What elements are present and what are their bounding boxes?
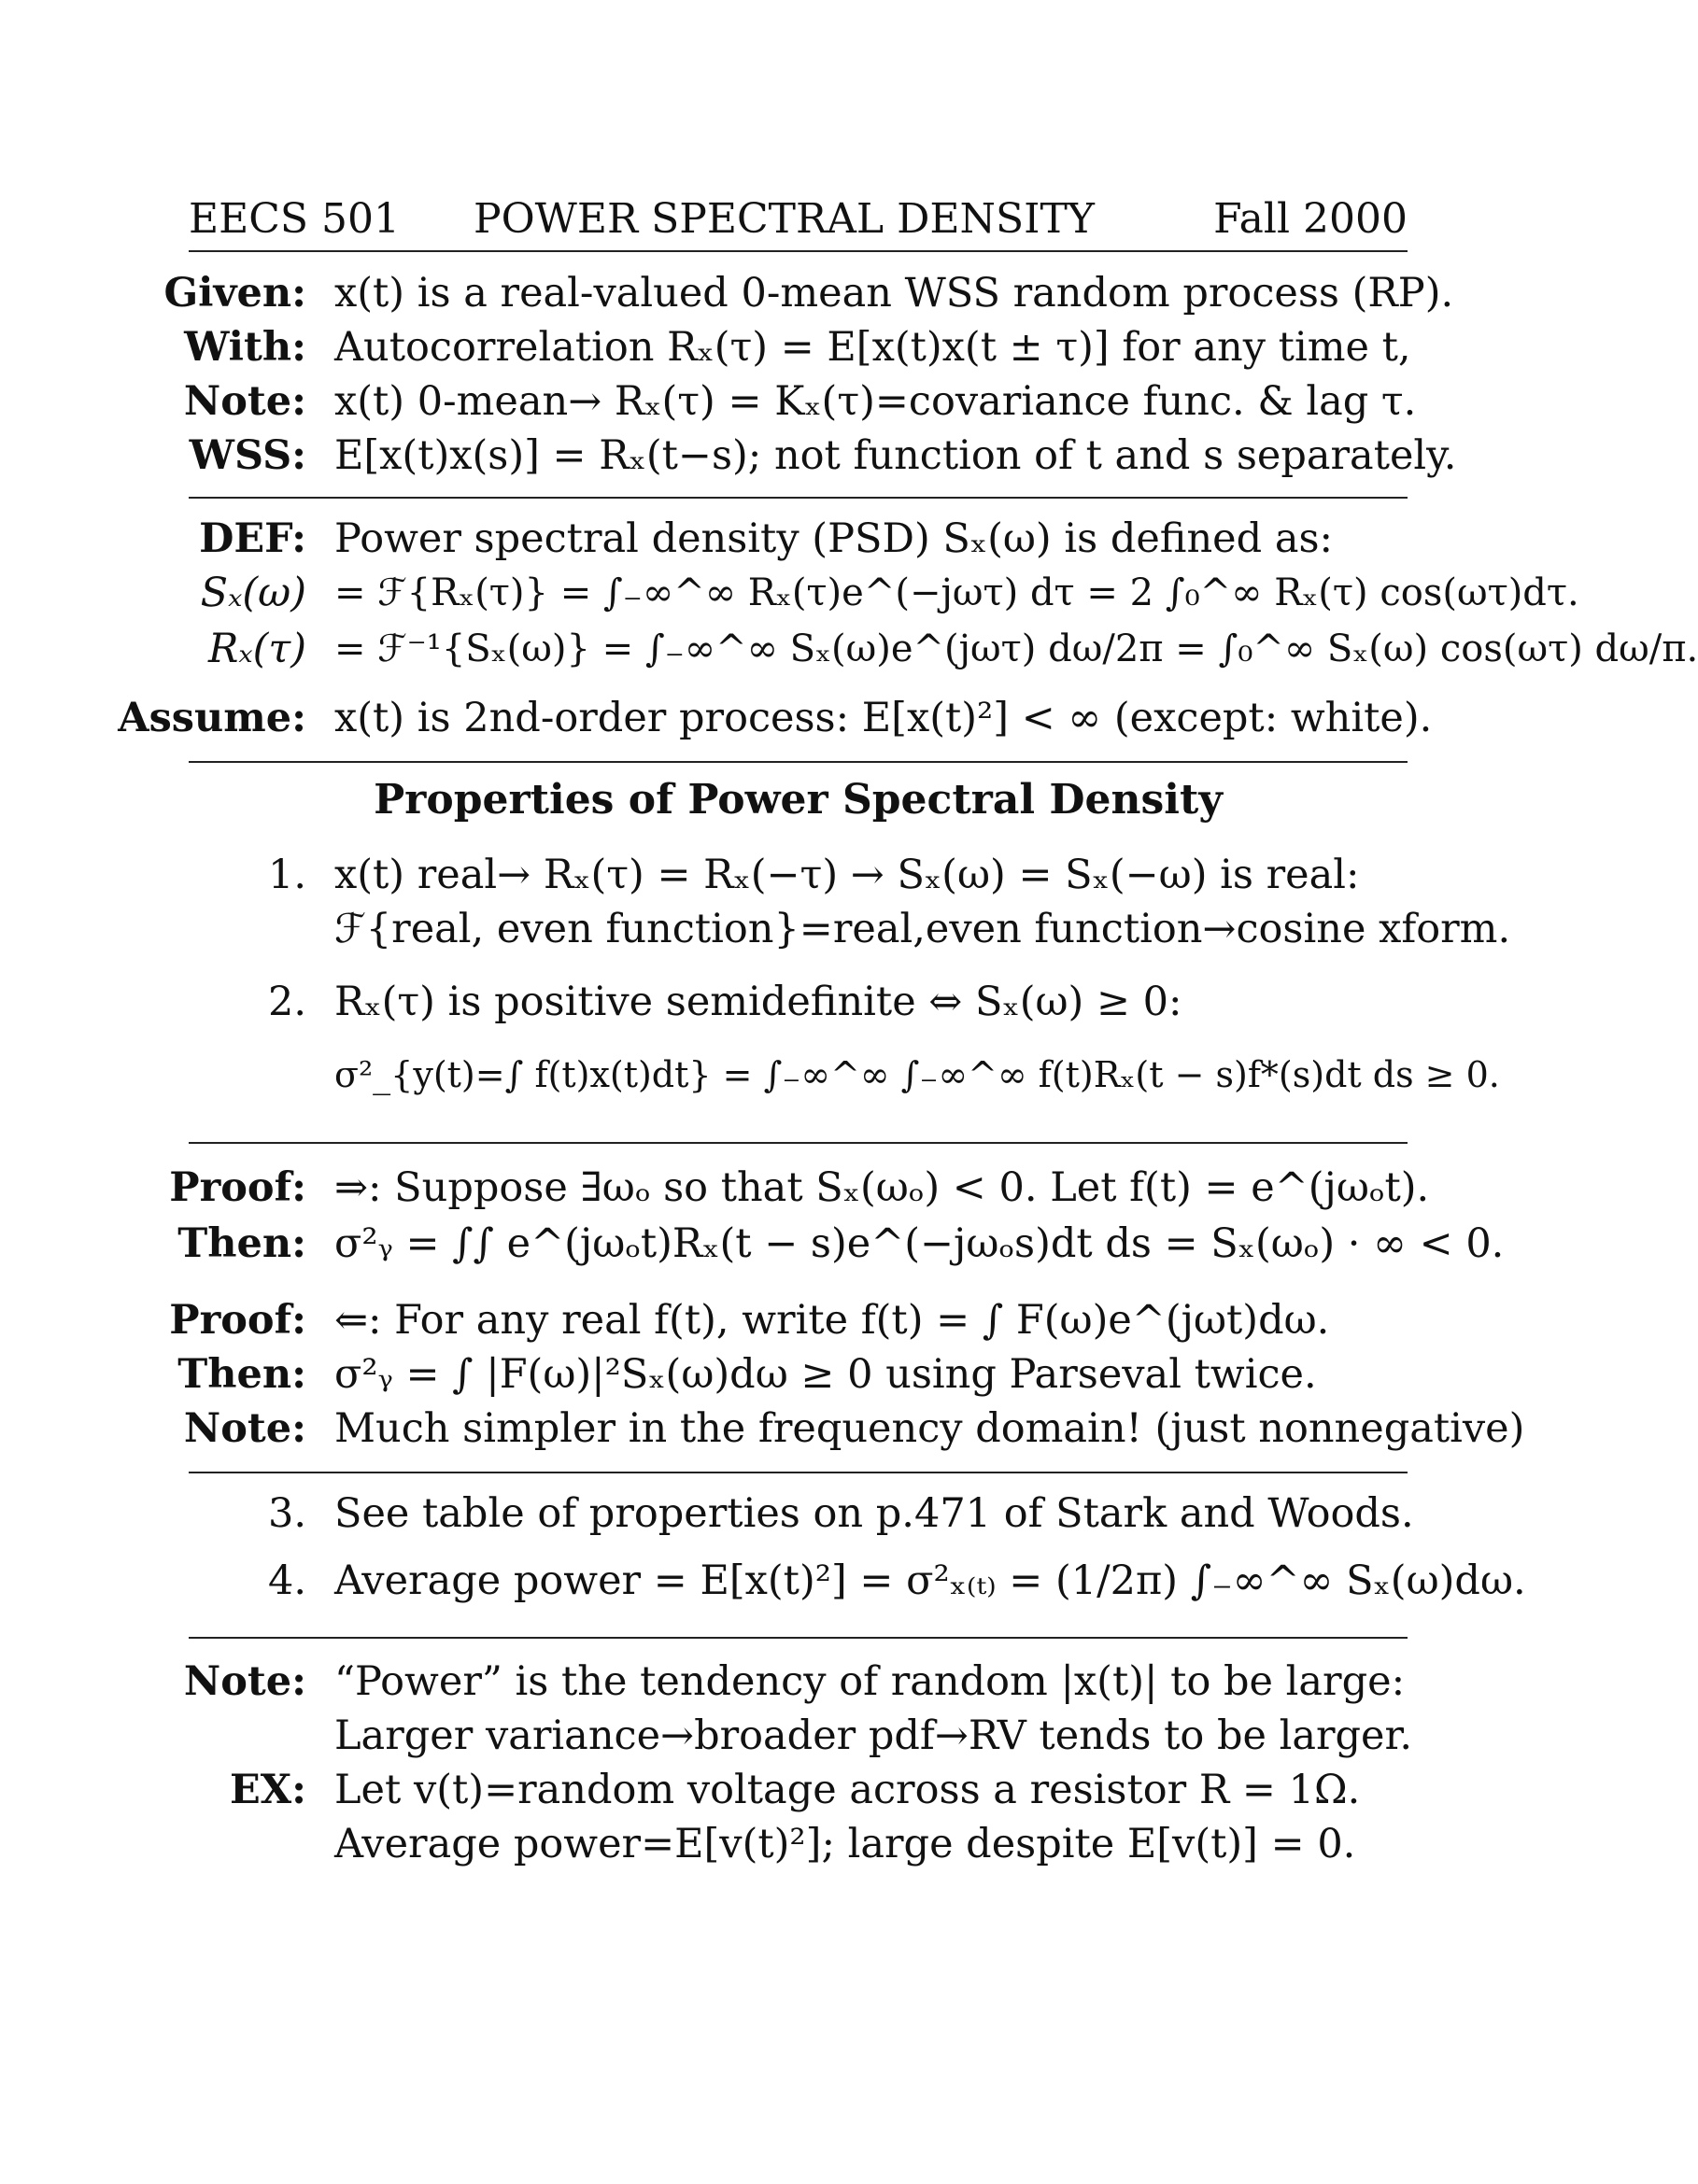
with-label: With: bbox=[184, 324, 306, 371]
section-rule bbox=[189, 761, 1408, 763]
then-text: σ²ᵧ = ∫∫ e^(jωₒt)Rₓ(t − s)e^(−jωₒs)dt ds = Sₓ(ωₒ) · ∞ < 0. bbox=[334, 1220, 1505, 1267]
then-row bbox=[56, 1217, 1505, 1271]
header-rule bbox=[189, 250, 1408, 252]
given-row bbox=[56, 266, 1494, 320]
proof-row bbox=[56, 1161, 1494, 1215]
proof-text: ⇒: Suppose ∃ωₒ so that Sₓ(ωₒ) < 0. Let f(t) = e^(jωₒt). bbox=[334, 1164, 1430, 1211]
note-text: “Power” is the tendency of random |x(t)| to be large: bbox=[334, 1658, 1406, 1705]
variance-formula: σ²_{y(t)=∫ f(t)x(t)dt} = ∫₋∞^∞ ∫₋∞^∞ f(t)Rₓ(t − s)f*(s)dt ds ≥ 0. bbox=[334, 1054, 1500, 1095]
note-text: Much simpler in the frequency domain! (just nonnegative) bbox=[334, 1405, 1525, 1452]
def-text: Power spectral density (PSD) Sₓ(ω) is defined as: bbox=[334, 515, 1334, 562]
then-row bbox=[56, 1347, 1494, 1402]
note-label: Note: bbox=[183, 1405, 306, 1452]
note-row bbox=[56, 374, 1494, 429]
assume-text: x(t) is 2nd-order process: E[x(t)²] < ∞ (except: white). bbox=[334, 695, 1433, 741]
note-row bbox=[56, 1402, 1525, 1456]
def-label: DEF: bbox=[199, 515, 306, 562]
note-label: Note: bbox=[183, 1658, 306, 1705]
course-code: EECS 501 bbox=[189, 195, 401, 243]
properties-title: Properties of Power Spectral Density bbox=[374, 776, 1223, 824]
property-item bbox=[56, 1487, 1494, 1541]
property-number: 4. bbox=[267, 1557, 306, 1604]
property-item bbox=[56, 975, 1494, 1029]
property-text: See table of properties on p.471 of Stark and Woods. bbox=[334, 1490, 1414, 1537]
proof-row bbox=[56, 1293, 1494, 1347]
psd-formula-label: Sₓ(ω) bbox=[200, 570, 306, 616]
property-item-continued bbox=[56, 902, 1511, 956]
wss-text: E[x(t)x(s)] = Rₓ(t−s); not function of t and s separately. bbox=[334, 432, 1457, 479]
autocorr-formula-row bbox=[56, 622, 1698, 676]
property-item-continued bbox=[56, 1048, 1500, 1102]
wss-label: WSS: bbox=[189, 432, 306, 479]
note-row bbox=[56, 1655, 1494, 1709]
section-rule bbox=[189, 1637, 1408, 1639]
example-continued-row bbox=[56, 1817, 1494, 1871]
section-rule bbox=[189, 1142, 1408, 1144]
proof-label: Proof: bbox=[169, 1297, 306, 1344]
assume-row bbox=[56, 691, 1494, 745]
property-number: 2. bbox=[267, 979, 306, 1025]
section-rule bbox=[189, 497, 1408, 499]
given-text: x(t) is a real-valued 0-mean WSS random process (RP). bbox=[334, 270, 1454, 317]
assume-label: Assume: bbox=[118, 695, 306, 741]
wss-row bbox=[56, 429, 1494, 483]
property-item bbox=[56, 1554, 1526, 1608]
proof-text: ⇐: For any real f(t), write f(t) = ∫ F(ω)e^(jωt)dω. bbox=[334, 1297, 1330, 1344]
property-number: 1. bbox=[267, 852, 306, 898]
term: Fall 2000 bbox=[1213, 195, 1408, 243]
property-text: Rₓ(τ) is positive semidefinite ⇔ Sₓ(ω) ≥ 0: bbox=[334, 979, 1182, 1025]
then-label: Then: bbox=[177, 1351, 306, 1398]
property-text: x(t) real→ Rₓ(τ) = Rₓ(−τ) → Sₓ(ω) = Sₓ(−ω) is real: bbox=[334, 852, 1360, 898]
then-label: Then: bbox=[177, 1220, 306, 1267]
note-text: x(t) 0-mean→ Rₓ(τ) = Kₓ(τ)=covariance func. & lag τ. bbox=[334, 378, 1417, 425]
page-title: POWER SPECTRAL DENSITY bbox=[474, 195, 1095, 243]
property-number: 3. bbox=[267, 1490, 306, 1537]
autocorr-formula: = ℱ⁻¹{Sₓ(ω)} = ∫₋∞^∞ Sₓ(ω)e^(jωτ) dω/2π = ∫₀^∞ Sₓ(ω) cos(ωτ) dω/π. bbox=[334, 627, 1698, 670]
given-label: Given: bbox=[163, 270, 306, 317]
note-continued-text: Larger variance→broader pdf→RV tends to be larger. bbox=[334, 1712, 1413, 1759]
autocorr-formula-label: Rₓ(τ) bbox=[208, 626, 306, 672]
property-text: Average power = E[x(t)²] = σ²ₓ₍ₜ₎ = (1/2π) ∫₋∞^∞ Sₓ(ω)dω. bbox=[334, 1557, 1526, 1604]
def-row bbox=[56, 512, 1494, 566]
page-header bbox=[189, 194, 1408, 245]
example-row bbox=[56, 1763, 1494, 1817]
example-text: Let v(t)=random voltage across a resistor R = 1Ω. bbox=[334, 1767, 1361, 1813]
with-text: Autocorrelation Rₓ(τ) = E[x(t)x(t ± τ)] for any time t, bbox=[334, 324, 1411, 371]
property-item bbox=[56, 848, 1494, 902]
with-row bbox=[56, 320, 1494, 374]
example-label: EX: bbox=[229, 1767, 306, 1813]
psd-formula-row bbox=[56, 566, 1579, 620]
section-rule bbox=[189, 1472, 1408, 1473]
example-continued-text: Average power=E[v(t)²]; large despite E[v(t)] = 0. bbox=[334, 1821, 1356, 1867]
note-continued-row bbox=[56, 1709, 1494, 1763]
proof-label: Proof: bbox=[169, 1164, 306, 1211]
property-text: ℱ{real, even function}=real,even function→cosine xform. bbox=[334, 906, 1511, 952]
psd-formula: = ℱ{Rₓ(τ)} = ∫₋∞^∞ Rₓ(τ)e^(−jωτ) dτ = 2 ∫₀^∞ Rₓ(τ) cos(ωτ)dτ. bbox=[334, 571, 1579, 614]
note-label: Note: bbox=[183, 378, 306, 425]
then-text: σ²ᵧ = ∫ |F(ω)|²Sₓ(ω)dω ≥ 0 using Parseval twice. bbox=[334, 1351, 1317, 1398]
